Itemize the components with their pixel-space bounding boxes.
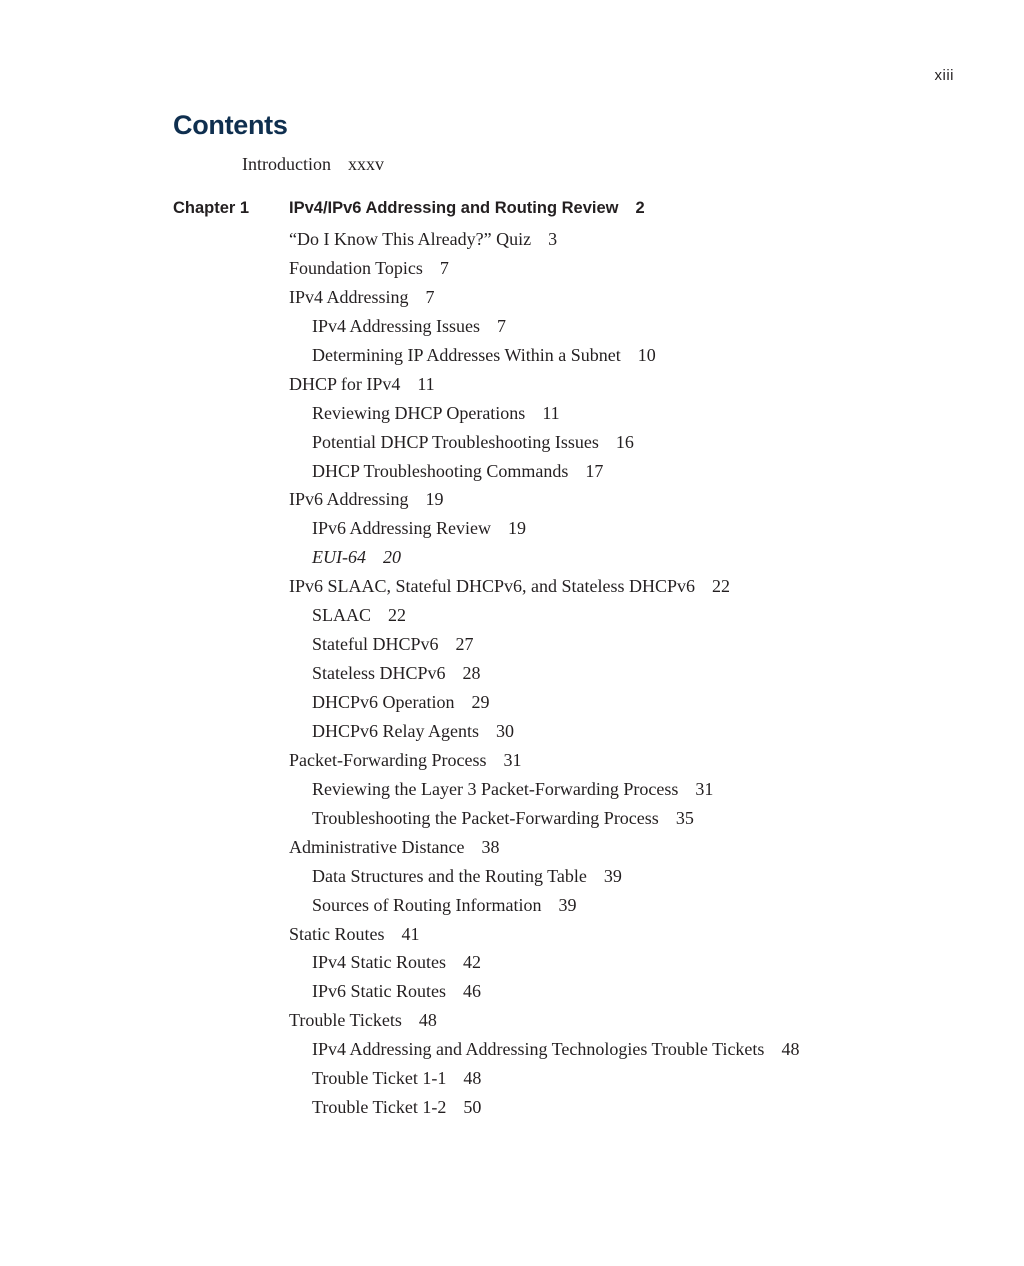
toc-entry-page: 48 <box>781 1039 800 1060</box>
toc-entry[interactable] <box>289 950 799 979</box>
toc-entry-title: IPv6 Static Routes <box>312 981 446 1002</box>
toc-entry-page: 41 <box>401 923 420 944</box>
toc-entry[interactable] <box>289 719 799 748</box>
toc-entry-title: Reviewing the Layer 3 Packet-Forwarding Process <box>312 778 679 799</box>
toc-entry[interactable] <box>289 777 799 806</box>
toc-entry-title: IPv6 SLAAC, Stateful DHCPv6, and Stateless DHCPv6 <box>289 576 696 597</box>
toc-entry-page: 17 <box>585 460 604 481</box>
chapter-page: 2 <box>635 199 645 217</box>
toc-entry-page: 7 <box>425 286 435 307</box>
toc-entry[interactable] <box>289 893 799 922</box>
toc-entry-title: Administrative Distance <box>289 836 465 857</box>
toc-entry[interactable] <box>289 806 799 835</box>
toc-entry-page: 16 <box>615 431 634 452</box>
toc-entry-title: IPv6 Addressing <box>289 489 409 510</box>
page-title: Contents <box>173 110 288 140</box>
toc-entry[interactable] <box>289 922 799 951</box>
toc-entry-introduction[interactable] <box>242 154 384 175</box>
toc-entry[interactable] <box>289 545 799 574</box>
toc-entry[interactable] <box>289 748 799 777</box>
toc-entry-title: SLAAC <box>312 605 372 626</box>
page-number: xiii <box>934 67 954 84</box>
toc-entry-page: 39 <box>603 865 622 886</box>
toc-entry-page: 48 <box>418 1010 437 1031</box>
toc-entry[interactable] <box>289 864 799 893</box>
toc-entry-page: 48 <box>463 1068 482 1089</box>
toc-entry-page: 19 <box>425 489 444 510</box>
toc-entry-title: Stateless DHCPv6 <box>312 663 446 684</box>
toc-entry[interactable] <box>289 285 799 314</box>
toc-entry-page: 30 <box>496 720 515 741</box>
toc-entry[interactable] <box>289 487 799 516</box>
toc-entry-title: Trouble Tickets <box>289 1010 402 1031</box>
toc-entry-page: 11 <box>542 402 560 423</box>
toc-entry-page: 42 <box>463 952 481 973</box>
toc-entry[interactable] <box>289 227 799 256</box>
toc-entry-page: 7 <box>439 257 449 278</box>
toc-entry[interactable] <box>289 256 799 285</box>
toc-entry[interactable] <box>289 661 799 690</box>
toc-entry[interactable] <box>289 343 799 372</box>
toc-entry-title: IPv4 Addressing and Addressing Technologies Trouble Tickets <box>312 1039 765 1060</box>
toc-entry[interactable] <box>289 430 799 459</box>
toc-entry-title: Trouble Ticket 1-1 <box>312 1068 447 1089</box>
toc-entry[interactable] <box>289 690 799 719</box>
toc-entry-page: 50 <box>463 1097 482 1118</box>
toc-entry[interactable] <box>289 401 799 430</box>
toc-entry-title: Sources of Routing Information <box>312 894 542 915</box>
toc-entry-title: IPv4 Addressing <box>289 286 409 307</box>
toc-entry-page: 31 <box>503 749 522 770</box>
toc-entry[interactable] <box>289 979 799 1008</box>
toc-entry-page: 22 <box>712 576 731 597</box>
toc-entry[interactable] <box>289 1037 799 1066</box>
toc-entry-page: 46 <box>463 981 481 1002</box>
toc-entry-title: Foundation Topics <box>289 257 423 278</box>
toc-entry-page: 22 <box>388 605 407 626</box>
toc-entry-title: Stateful DHCPv6 <box>312 634 439 655</box>
toc-entry-page: 31 <box>695 778 714 799</box>
toc-entry-title: Reviewing DHCP Operations <box>312 402 526 423</box>
toc-entry-title: “Do I Know This Already?” Quiz <box>289 229 532 249</box>
toc-entry[interactable] <box>289 603 799 632</box>
toc-entry[interactable] <box>289 1066 799 1095</box>
toc-entry[interactable] <box>289 314 799 343</box>
toc-entry-page: 29 <box>471 692 490 712</box>
toc-entry-title: Trouble Ticket 1-2 <box>312 1097 447 1118</box>
toc-entry-page: 3 <box>548 229 558 249</box>
toc-entry[interactable] <box>289 372 799 401</box>
toc-entry-page: 35 <box>675 807 694 828</box>
toc-entry-title: DHCP Troubleshooting Commands <box>312 460 569 481</box>
chapter-label: Chapter 1 <box>173 199 250 217</box>
toc-entry-title: Data Structures and the Routing Table <box>312 865 587 886</box>
toc-entry-title: Packet-Forwarding Process <box>289 749 487 770</box>
toc-entry-page: 38 <box>481 836 500 857</box>
toc-entry-title: Troubleshooting the Packet-Forwarding Process <box>312 807 659 828</box>
toc-entry-page: 39 <box>558 894 577 915</box>
toc-entry-page: 10 <box>637 344 656 365</box>
chapter-title-line <box>289 199 645 218</box>
toc-entry-page: 11 <box>417 373 435 394</box>
toc-entry-page: 7 <box>497 315 507 336</box>
toc-entry-page: 28 <box>462 663 481 684</box>
toc-entry-title: Potential DHCP Troubleshooting Issues <box>312 431 599 452</box>
toc-entry-page: 19 <box>508 518 526 539</box>
toc-entry-title: Determining IP Addresses Within a Subnet <box>312 344 621 365</box>
toc-entry[interactable] <box>289 459 799 488</box>
toc-entry-title: EUI-64 <box>312 547 366 568</box>
toc-entry[interactable] <box>289 632 799 661</box>
toc-entry[interactable] <box>289 1095 799 1124</box>
chapter-title: IPv4/IPv6 Addressing and Routing Review <box>289 199 619 217</box>
toc-entry-title: Static Routes <box>289 923 385 944</box>
toc-entry-page: 27 <box>455 634 474 655</box>
toc-entry[interactable] <box>289 835 799 864</box>
toc-entry[interactable] <box>289 1008 799 1037</box>
toc-entry-list <box>289 227 799 1124</box>
toc-entry-title: IPv4 Addressing Issues <box>312 315 481 336</box>
toc-entry-title: DHCP for IPv4 <box>289 373 401 394</box>
toc-entry[interactable] <box>289 516 799 545</box>
toc-entry-title: IPv6 Addressing Review <box>312 518 491 539</box>
toc-entry-page: 20 <box>382 547 401 568</box>
toc-entry-title: Introduction <box>242 154 331 174</box>
toc-entry-page: xxxv <box>347 154 384 174</box>
toc-entry[interactable] <box>289 574 799 603</box>
toc-entry-title: DHCPv6 Operation <box>312 692 455 712</box>
toc-entry-title: DHCPv6 Relay Agents <box>312 720 480 741</box>
toc-entry-title: IPv4 Static Routes <box>312 952 446 973</box>
